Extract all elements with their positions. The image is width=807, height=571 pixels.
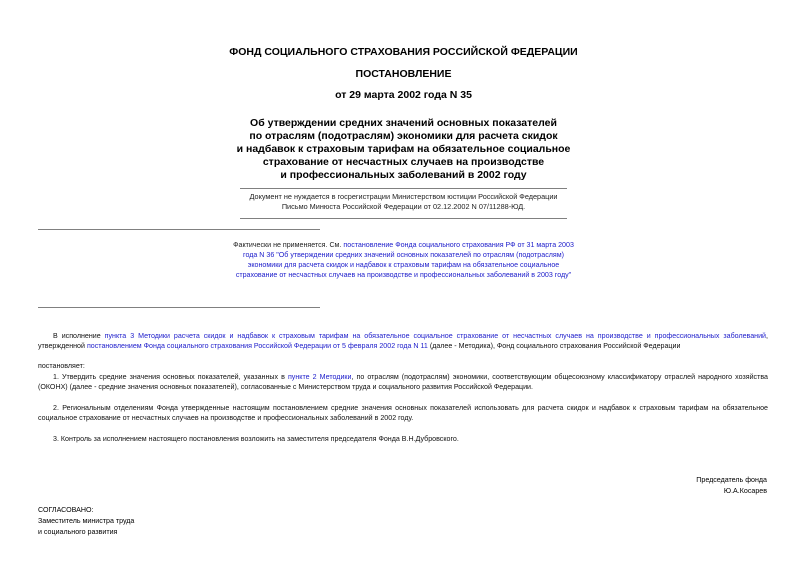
- preamble-text: , утвержденной: [38, 332, 769, 350]
- preamble-paragraph: [38, 331, 768, 351]
- organization-heading: ФОНД СОЦИАЛЬНОГО СТРАХОВАНИЯ РОССИЙСКОЙ ФЕДЕРАЦИИ: [229, 46, 578, 58]
- signature-block: [696, 475, 767, 497]
- registration-note-line: Документ не нуждается в госрегистрации Министерством юстиции Российской Федерации: [249, 192, 558, 201]
- title-line: и надбавок к страховым тарифам на обязательное социальное: [236, 143, 571, 155]
- status-note-prefix: Фактически не применяется. См.: [233, 241, 342, 249]
- agreed-line: Заместитель министра труда: [38, 517, 135, 525]
- agreed-line: и социального развития: [38, 528, 118, 536]
- title-line: Об утверждении средних значений основных показателей: [250, 117, 557, 129]
- registration-note: [230, 192, 577, 212]
- preamble-text: В исполнение: [53, 332, 101, 340]
- item-1-text: , по отраслям (подотраслям) экономики, соответствующим общесоюзному классификатору отраслей народного хозяйства (ОКОНХ) (далее - средние значения основных показателей), согласованные с Министерством труда и социального развития Российской Федерации.: [38, 373, 768, 391]
- registration-note-line: Письмо Минюста Российской Федерации от 02.12.2002 N 07/11288-ЮД.: [281, 202, 526, 211]
- status-note-link[interactable]: постановление Фонда социального страхования РФ от 31 марта 2003 года N 36 "Об утверждении средних значений основных показателей по отраслям (подотраслям) экономики для расчета скидок и надбавок к страховым тарифам на обязательное социальное страхование от несчастных случаев на производстве и профессиональных заболеваний в 2003 году": [235, 241, 574, 279]
- divider: [38, 307, 320, 308]
- document-title: [150, 117, 657, 182]
- title-line: по отраслям (подотраслям) экономики для расчета скидок: [249, 130, 558, 142]
- preamble-text: (далее - Методика), Фонд социального страхования Российской Федерации: [429, 342, 681, 350]
- status-note: [230, 240, 577, 280]
- item-3: 3. Контроль за исполнением настоящего постановления возложить на заместителя председателя Фонда В.Н.Дубровского.: [53, 435, 459, 443]
- signature-position: Председатель фонда: [696, 476, 767, 484]
- item-1: [38, 372, 768, 392]
- divider: [240, 188, 567, 189]
- methodology-point-link[interactable]: пункте 2 Методики: [287, 373, 352, 381]
- document-type-heading: ПОСТАНОВЛЕНИЕ: [355, 68, 452, 80]
- agreed-label: СОГЛАСОВАНО:: [38, 506, 94, 514]
- resolution-link[interactable]: постановлением Фонда социального страхования Российской Федерации от 5 февраля 2002 года N 11: [86, 342, 428, 350]
- title-line: и профессиональных заболеваний в 2002 году: [280, 169, 527, 181]
- title-line: страхование от несчастных случаев на производстве: [262, 156, 545, 168]
- signature-name: Ю.А.Косарев: [723, 487, 767, 495]
- divider: [38, 229, 320, 230]
- item-1-text: 1. Утвердить средние значения основных показателей, указанных в: [53, 373, 285, 381]
- agreed-block: [38, 505, 134, 538]
- divider: [240, 218, 567, 219]
- methodology-link[interactable]: пункта 3 Методики расчета скидок и надбавок к страховым тарифам на обязательное социальное страхование от несчастных случаев на производстве и профессиональных заболеваний: [104, 332, 767, 340]
- resolves-text: постановляет:: [38, 362, 85, 370]
- item-2: 2. Региональным отделениям Фонда утвержденные настоящим постановлением средние значения основных показателей использовать для расчета скидок и надбавок к страховым тарифам на обязательное социальное страхование от несчастных случаев на производстве и профессиональных заболеваний в 2002 году.: [38, 404, 768, 422]
- document-date-number: от 29 марта 2002 года N 35: [335, 89, 472, 101]
